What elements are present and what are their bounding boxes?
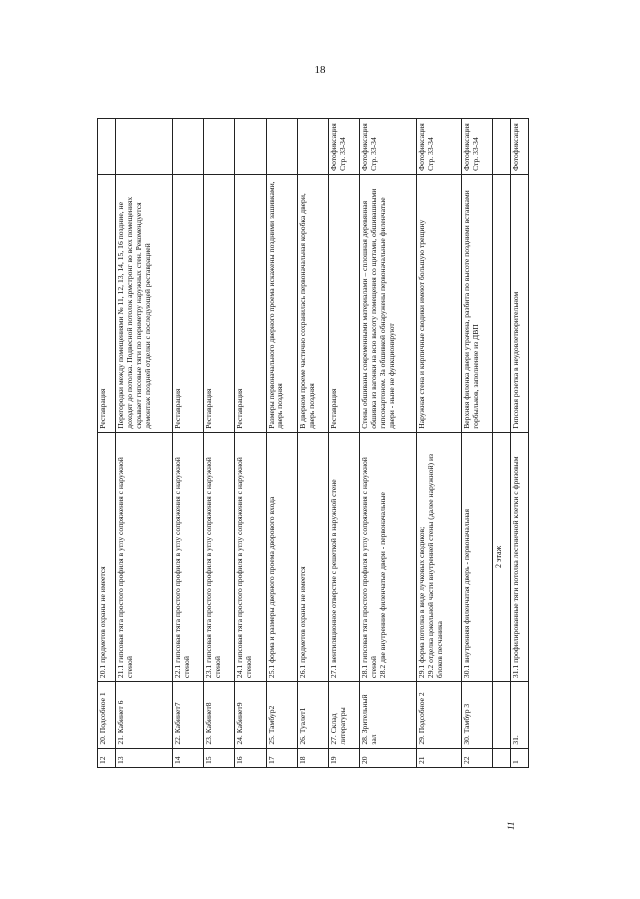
cell-room: 20. Подсобное 1 [98,682,116,749]
cell-item: 20.1 предметов охраны не имеется [98,432,116,681]
cell-action: Перегородки между помещениями № 11, 12, 13, 14, 15, 16 поздние, не доходят до потолка. Подвесной потолок армстронг во всех помещениях скрывает гипсовые тяги по периметру наружных стен. Рекомендуется демонтаж поздней отделки с последующей реставрацией [115,174,173,432]
cell-n: 20 [359,748,417,767]
cell-action: Верхняя филенка двери утрачена, разбита по высоте поздними вставками горбыльков, заполнение из ДВП [461,174,492,432]
table-row [511,119,529,768]
cell-item: 31.1 профилированные тяги потолка лестничной клетки с фризовым [511,432,529,681]
cell-n: 14 [173,748,204,767]
cell-room: 28. Зрительный зал [359,682,417,749]
cell-room: 29. Подсобное 2 [417,682,461,749]
cell-action: Реставрация [235,174,266,432]
table-row [266,119,297,768]
table-row [173,119,204,768]
margin-note: 11 [506,821,516,830]
cell-ref: Фотофиксация Стр. 33-34 [328,119,359,175]
cell-ref [235,119,266,175]
cell-n: 18 [297,748,328,767]
cell-room: 26. Туалет1 [297,682,328,749]
table-row [297,119,328,768]
cell-ref [115,119,173,175]
table-row [492,119,510,768]
cell-item: 21.1 гипсовая тяга простого профиля в углу сопряжения с наружной стеной [115,432,173,681]
table-row [359,119,417,768]
cell-action: Реставрация [328,174,359,432]
cell-ref [204,119,235,175]
cell-n: 21 [417,748,461,767]
page-number: 18 [314,64,326,76]
cell-item: 25.1 форма и размеры дверного проема дворового входа [266,432,297,681]
cell-item: 24.1 гипсовая тяга простого профиля в углу сопряжения с наружной стеной [235,432,266,681]
cell-n: 12 [98,748,116,767]
cell-n: 19 [328,748,359,767]
cell-room: 22. Кабинет7 [173,682,204,749]
table-row [461,119,492,768]
cell-action: Стены обшиваны современными материалами – сплошная деревянная обшивка из вагонки на всю высоту помещения со щитами, обшивашными гипсокартоном. За обшивкой обнаружены первоначальные филенчатые двери - ныне не функционируют [359,174,417,432]
cell-room: 23. Кабинет8 [204,682,235,749]
cell-action: Наружная стена и кирпичные сводики имеют большую трещину [417,174,461,432]
cell-action: В дверном проеме частично сохранилась первоначальная коробка двери, дверь поздняя [297,174,328,432]
table-row [115,119,173,768]
cell-item: 29.1 форма потолка в виде лучковых сводиков; 29.2 отделка цокольной части внутренней стены (далее наружной) из блоков песчаника [417,432,461,681]
cell-n: 16 [235,748,266,767]
table-row [417,119,461,768]
cell-n: 17 [266,748,297,767]
cell-item: 26.1 предметов охраны не имеется [297,432,328,681]
cell-action: Реставрация [173,174,204,432]
cell-action: Размеры первоначального дверного проема искажены поздними зашивками, дверь поздняя [266,174,297,432]
cell-n: 15 [204,748,235,767]
table-row [328,119,359,768]
cell-ref [173,119,204,175]
floor-heading: 2 этаж [492,432,510,681]
cell-ref [266,119,297,175]
cell-room: 24. Кабинет9 [235,682,266,749]
cell-ref: Фотофиксация Стр. 33-34 [359,119,417,175]
rotated-table-wrapper [97,118,529,768]
cell-ref: Фотофиксация Стр. 33-34 [461,119,492,175]
cell-item: 28.1 гипсовая тяга простого профиля в углу сопряжения с наружной стеной 28.2 две внутренние филенчатые двери - первоначальные [359,432,417,681]
cell-n: 13 [115,748,173,767]
monument-table [97,118,529,768]
cell-ref [98,119,116,175]
cell-n: 1 [511,748,529,767]
cell-number [492,748,510,767]
cell-room: 21. Кабинет 6 [115,682,173,749]
cell-ref [492,119,510,175]
cell-item: 22.1 гипсовая тяга простого профиля в углу сопряжения с наружной стеной [173,432,204,681]
cell-action: Гипсовая розетка в неудовлетворительном [511,174,529,432]
cell-action [492,174,510,432]
table-row [204,119,235,768]
cell-ref: Фотофиксация Стр. 33-34 [417,119,461,175]
cell-room: 25. Тамбур2 [266,682,297,749]
cell-ref: Фотофиксация [511,119,529,175]
table-row [235,119,266,768]
cell-item: 23.1 гипсовая тяга простого профиля в углу сопряжения с наружной стеной [204,432,235,681]
cell-room [492,682,510,749]
cell-room: 30. Тамбур 3 [461,682,492,749]
cell-room: 27. Склад литературы [328,682,359,749]
table-row [98,119,116,768]
cell-room: 31. [511,682,529,749]
cell-item: 27.1 вентиляционное отверстие с решеткой в наружной стене [328,432,359,681]
cell-action: Реставрация [98,174,116,432]
cell-action: Реставрация [204,174,235,432]
cell-ref [297,119,328,175]
cell-item: 30.1 внутренняя филенчатая дверь - первоначальная [461,432,492,681]
cell-n: 22 [461,748,492,767]
